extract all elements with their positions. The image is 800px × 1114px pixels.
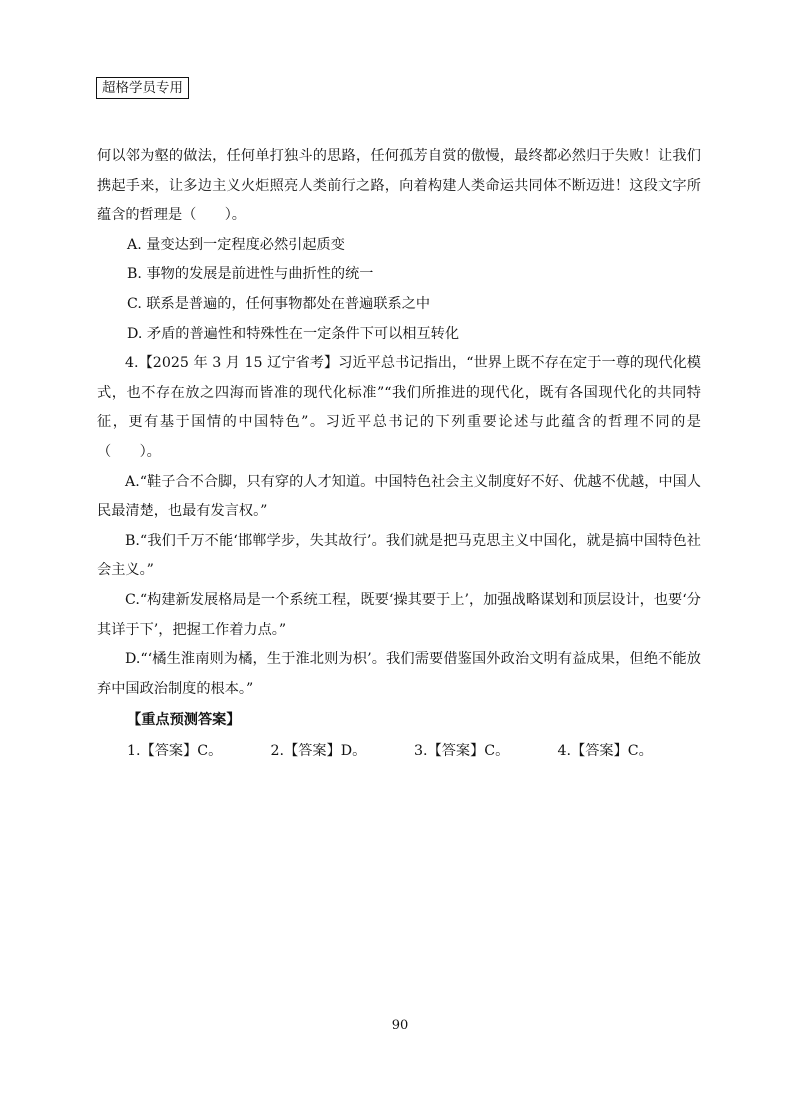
page-number: 90 <box>391 1018 409 1033</box>
q3-option-b: B. 事物的发展是前进性与曲折性的统一 <box>127 266 374 283</box>
student-only-badge: 超格学员专用 <box>96 77 189 99</box>
answers-heading: 【重点预测答案】 <box>127 712 241 729</box>
q3-stem: 何以邻为壑的做法，任何单打独斗的思路，任何孤芳自赏的傲慢，最终都必然归于失败！让我们携起手来，让多边主义火炬照亮人类前行之路，向着构建人类命运共同体不断迈进！这段文字所蕴含的哲理是（ ）。 <box>97 148 701 224</box>
page-content <box>97 142 701 766</box>
q4-option-a: A.“鞋子合不合脚，只有穿的人才知道。中国特色社会主义制度好不好、优越不优越，中国人民最清楚，也最有发言权。” <box>97 473 701 520</box>
q3-option-d: D. 矛盾的普遍性和特殊性在一定条件下可以相互转化 <box>127 325 460 342</box>
q4-option-d: D.“‘橘生淮南则为橘，生于淮北则为枳’。我们需要借鉴国外政治文明有益成果，但绝不能放弃中国政治制度的根本。” <box>97 651 701 697</box>
answer-4: 4.【答案】C。 <box>557 742 653 759</box>
q4-option-b: B.“我们千万不能‘邯郸学步，失其故行’。我们就是把马克思主义中国化，就是搞中国特色社会主义。” <box>97 532 701 579</box>
q4-stem: 4.【2025 年 3 月 15 辽宁省考】习近平总书记指出，“世界上既不存在定于一尊的现代化模式，也不存在放之四海而皆准的现代化标准”“我们所推进的现代化，既有各国现代化的共同特征，更有基于国情的中国特色”。习近平总书记的下列重要论述与此蕴含的哲理不同的是（ ）。 <box>97 355 701 460</box>
q3-option-a: A. 量变达到一定程度必然引起质变 <box>127 236 345 253</box>
answer-2: 2.【答案】D。 <box>270 742 367 759</box>
q3-option-c: C. 联系是普遍的，任何事物都处在普遍联系之中 <box>127 295 431 312</box>
answers-row <box>97 737 701 767</box>
answer-3: 3.【答案】C。 <box>414 742 510 759</box>
answer-1: 1.【答案】C。 <box>127 742 223 759</box>
q4-option-c: C.“构建新发展格局是一个系统工程，既要‘操其要于上’，加强战略谋划和顶层设计，也要‘分其详于下’，把握工作着力点。” <box>97 591 701 638</box>
